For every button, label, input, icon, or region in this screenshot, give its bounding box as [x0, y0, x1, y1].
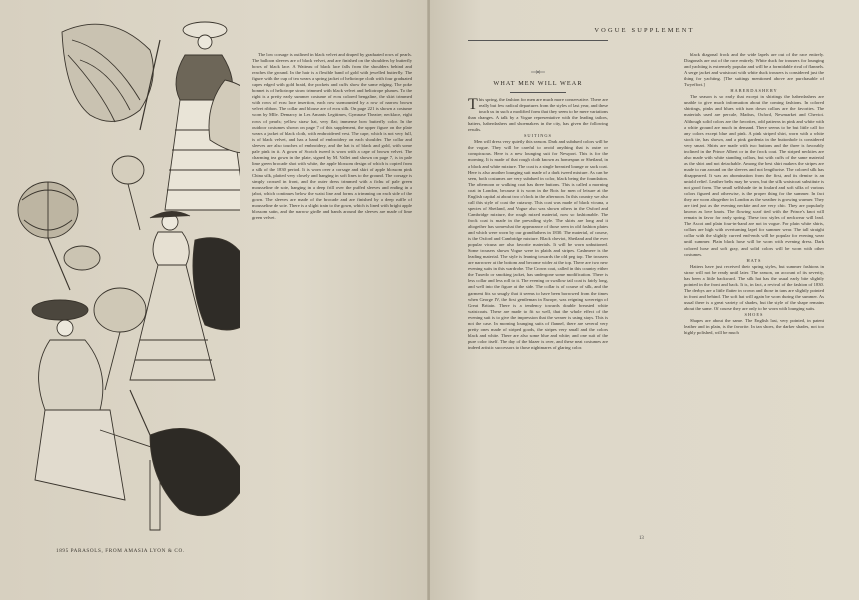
illustration-caption: 1895 PARASOLS, FROM AMASIA LYON & CO. [56, 548, 185, 554]
subhead-hats: HATS [746, 257, 762, 263]
section-rule [510, 92, 566, 93]
running-head: VOGUE SUPPLEMENT [594, 27, 695, 34]
parasol-illustrations [10, 10, 240, 555]
column-b-text: black diagonal frock and the wide lapels are out of the race entirely. Diagonals are out of the race entirely. White duck for trousers for lounging and yachting is extremely popular and will be a formidable rival of flannels. A serge jacket and waistcoat with white duck trousers is considered just the thing for yachting. [The suitings mentioned above are purchasable of Twyeffort.] [684, 52, 824, 88]
section-title: WHAT MEN WILL WEAR [493, 80, 583, 87]
parasol-engravings [10, 10, 240, 555]
left-article-text: The low corsage is outlined in black velvet and draped by graduated rows of pearls. The balloon sleeves are of black velvet, and are finished on the shoulders by butterfly bows of black lace. A Watteau of black lace falls from the shoulders behind and reaches the ground. In the hair is a flexible band of gold with jewelled butterfly. The figure with the cup of tea wears a spring jacket of heliotrope cloth with four graduated capes edged with gold braid, the pockets and cuffs show the same edging. The poke bonnet is of heliotrope straw trimmed with black velvet and heliotrope plumes. To the right is a pretty early summer costume of ecru colored bengaline, the skirt trimmed with rows of ecru lace insertion, each row surmounted by a row of narrow brown velvet ribbon. The collar and blouse are of ecru silk. On page 221 is shown a costume worn by Mlle. Demarcy in Les Amants Legitimes, Gymnase Theatre; necklace, eight rows of pearls; yellow straw hat, very flat; immense bow butterfly color. In the outdoor costumes shown on page 7 of this supplement, the upper figure on the plate wears a jacket of black cloth, with embroidered vest. The cape, which is not very full, is of black velvet, and has a band of embroidery on each shoulder. The collar and sleeves are also touches of embroidery, and the hat is of black and gold, with some pale pink in it. A gown of Scotch tweed is worn with a cape of brown velvet. The charming tea gown in the plate, signed by M. Vallet and shown on page 7, is in pale lime green brocade shot with white, the apple blossom design of which is copied from a silk of the 1830 period. It is worn over a corsage and skirt of apple blossom pink China silk, plaited very closely and hanging in soft lines to the ground. The corsage is simply crossed in front, and the outer dress trimmed with a fichu of pale green mousseline de soie, hanging in a deep frill over the puffed sleeves and ending in a jabot, which continues below the waist line and forms a trimming on each side of the gown. The sleeves are made of the brocade and are finished by a deep ruffle of mousseline de soie. There is a slight train to the gown, which is lined with bright apple blossom satin, and the narrow girdle and bands around the sleeves are made of lime green velvet. [252, 52, 412, 221]
ornament-icon [531, 70, 545, 74]
intro-paragraph: This spring, the fashion for men are much more conservative. There are really but few radical departures from the styles of last year, and these touch us in such a modified form that they seem to be mere variations than changes. A talk by a Vogue representative with the leading tailors, hatters, haberdashers and shoemakers in the city, has given the following results. [468, 97, 608, 133]
subhead-haberdashery: HABERDASHERY [730, 88, 778, 94]
article-column-b [684, 52, 824, 530]
hats-text: Hatters have just received their spring styles, but summer fashions in straw will not be ready until later. The season, on account of its severity, has been a little backward. The silk hat has the usual early bite slightly pointed in the front and back. It is, in fact, a revival of the fashion of 1830. The derbys are a little flatter in crown and those in tans are slightly pointed in front and behind. The soft hat will again be worn during the summer. As usual there is a great variety of shades, but the style of the shape remains about the same. Of course they are only to be worn with lounging suits. [684, 263, 824, 311]
lace-parasol [193, 238, 240, 330]
feathered-hat [32, 300, 88, 320]
subhead-shoes: SHOES [744, 312, 764, 318]
page-number: 13 [639, 536, 644, 541]
article-column-a [468, 97, 608, 530]
left-page [0, 0, 428, 600]
ruffled-parasol [62, 24, 153, 121]
right-page [430, 0, 859, 600]
header-rule [468, 40, 608, 41]
haberdashery-text: The season is so early that except in shirtings the haberdashers are unable to give much information about the coming fashions. In colored shirtings, pinks and blues with turn down collars are the favorites. The materials used are percale, Madras, Oxford, Newmarket and Cheviot. Although solid colors are the favorites, odd patterns in pink and white with a white ground are much in demand. There seems to be but little call for any colors except blue and pink. A pink striped shirt, worn with a white stock tie, has shown, and a pink gardenia in the buttonhole is considered very smart. Shirts are made with two buttons and the three is favorably inclined in the Prince Albert or in the frock coat. The striped neckties are also made with white standing collars, but with cuffs of the same material as the shirt and not detachable. Among the best shirt makers the stripes are made to run around on the sleeves and not lengthwise. The colored silk has disappeared. It was an abomination from the first, and its demise is an untold relief. Leather belts may be worn, but the silk waistcoat substitute is not good form. The small selfshade tie in foulard and soft silks of various colors figured and otherwise, is the proper thing for the summer. In fact they are worn altogether in London as the weather is growing warmer. They are tied just as the evening necktie and are very chic. They are popularly known as love knots. The flowing scarf tied with the Prince's knot will remain in favor for early spring. These two styles of neckwear will lead. The Ascot and plain four-in-hand are not in vogue. For plain white shirts, collars are high with overturning lapel for summer wear. The tall straight collar with the slightly curved end-ends will be popular for evening wear until summer. Plain black hose will be worn with evening dress. Dark colored hose and soft gray, and solid colors will be worn with other costumes. [684, 94, 824, 257]
shoes-text: Shapes are about the same. The English last, very pointed, in patent leather and in plain, is the favorite. In tan shoes, the darker shades, not too highly polished, will be much [684, 318, 824, 336]
subhead-suitings: SUITINGS [523, 133, 552, 139]
drop-cap: T [468, 97, 478, 113]
left-article-column [252, 52, 412, 534]
suitings-text: Men will dress very quietly this season. Dark and subdued colors will be the vogue. They will be careful to avoid anything that is outre or conspicuous. Here is a new lounging suit for Newport. This is for the morning. It is made of that rough cloth known as homespun or Shetland, in a black and white mixture. The coat is a single breasted lounge or sack coat. Here is also another lounging suit made of a dark tweed mixture. As can be seen, both costumes are very subdued in color, black being the foundation. The afternoon or walking coat has three buttons. This is called a morning coat in London, because it is worn in the Bois for men of leisure at the English capital at about two o'clock in the afternoon. In this country we also call this style of coat the cutaway. This coat was made of black vicuna, a species of Shetland, and Vogue also was shown others in the Oxford and Cambridge mixture, the rough mixed material, now so fashionable. The frock coat is made in the prevailing style. The skirts are long and it altogether has somewhat the appearance of those seen in old fashion plates and which were worn by our grandfathers in 1830. The material, of course, is the Oxford and Cambridge mixture. Black cheviot, Shetland and the ever popular vicuna are also favorite materials. It will be worn unbuttoned. Some trousers shown Vogue were in plaids and stripes. Cashmere is the leading material. The style is leaning towards the old peg top. The trousers are narrower at the bottom and become wider at the top. There are two new evening suits in this wardrobe. The Crown coat, called in this country either the Tuxedo or smoking jacket, has undergone some modification. There is less collar and less roll to it. The evening or swallow tail coat is fairly long, and well into the figure at the side. The collar is of course of silk, and the garment fits so snugly that it seems to have been borrowed from the times when George IV, the first gentleman in Europe, was reigning sovereign of Great Britain. There is a tendency towards double breasted white waistcoats. These are made to fit so well, that the whole effect of the evening suit is to give the impression that the wearer is using stays. This is not the case. In morning lounging suits of flannel, there are several very pretty ones made of striped goods, the stripes very small and the colors black and white. There are also some blue and white; and one suit of the pure color itself. The day of the blazer is over, and these neat costumes are indeed artistic successors to those nightmares of glaring color. [468, 139, 608, 350]
